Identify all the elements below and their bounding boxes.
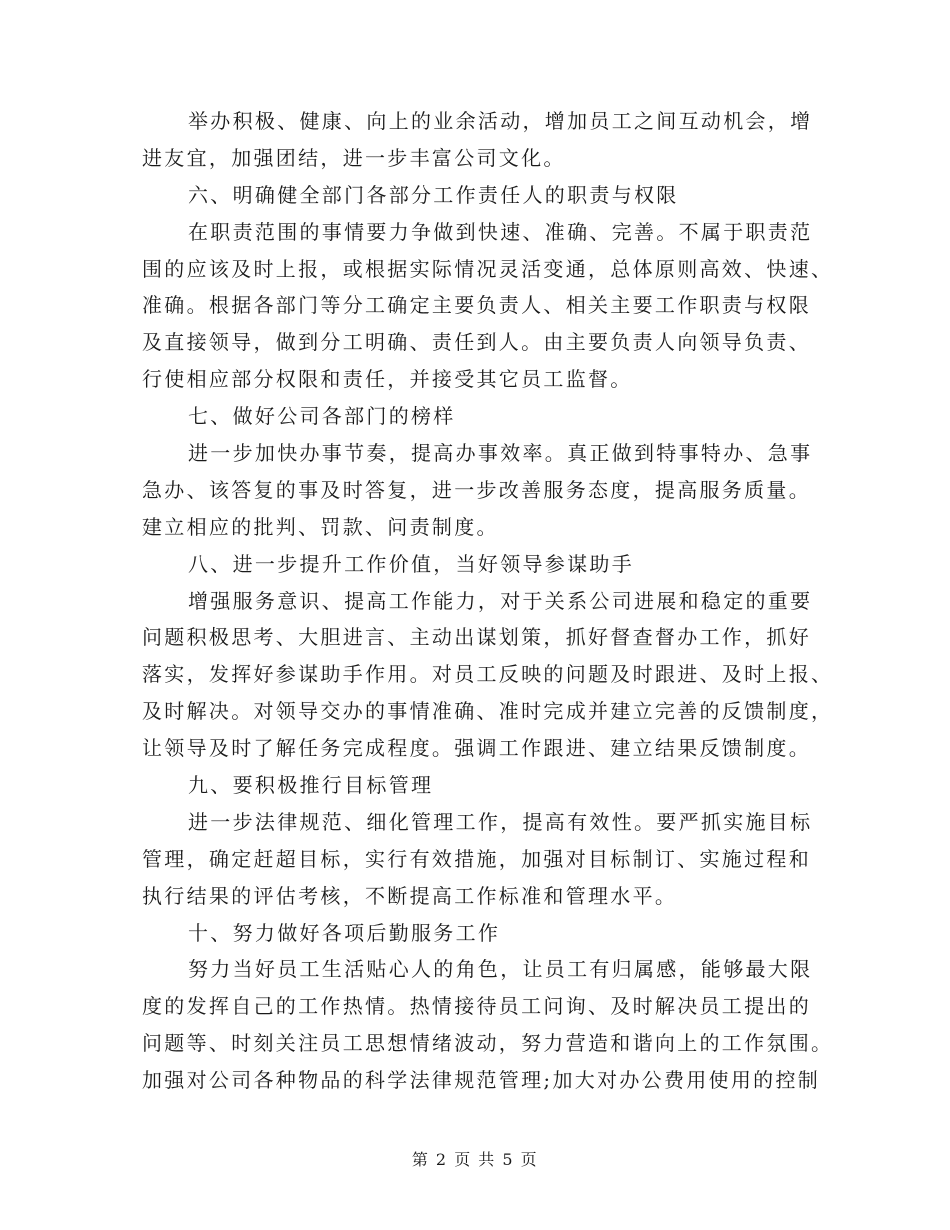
text-line: 问题积极思考、大胆进言、主动出谋划策，抓好督查督办工作，抓好 — [142, 625, 811, 650]
page-number-footer: 第 2 页 共 5 页 — [411, 1150, 539, 1169]
section-heading: 八、进一步提升工作价值，当好领导参谋助手 — [188, 551, 634, 576]
text-line: 及直接领导，做到分工明确、责任到人。由主要负责人向领导负责、 — [142, 330, 811, 355]
text-line: 进一步加快办事节奏，提高办事效率。真正做到特事特办、急事 — [188, 441, 813, 466]
text-line: 行使相应部分权限和责任，并接受其它员工监督。 — [142, 367, 633, 392]
document-body — [142, 103, 834, 1099]
section-heading: 六、明确健全部门各部分工作责任人的职责与权限 — [188, 182, 679, 207]
text-line: 加强对公司各种物品的科学法律规范管理;加大对办公费用使用的控制 — [142, 1068, 821, 1093]
text-line: 进友宜，加强团结，进一步丰富公司文化。 — [142, 145, 566, 170]
text-line: 让领导及时了解任务完成程度。强调工作跟进、建立结果反馈制度。 — [142, 736, 811, 761]
text-line: 围的应该及时上报，或根据实际情况灵活变通，总体原则高效、快速、 — [142, 256, 834, 281]
text-line: 努力当好员工生活贴心人的角色，让员工有归属感，能够最大限 — [188, 957, 813, 982]
text-line: 进一步法律规范、细化管理工作，提高有效性。要严抓实施目标 — [188, 809, 813, 834]
text-line: 问题等、时刻关注员工思想情绪波动，努力营造和谐向上的工作氛围。 — [142, 1031, 834, 1056]
text-line: 执行结果的评估考核，不断提高工作标准和管理水平。 — [142, 883, 678, 908]
section-heading: 九、要积极推行目标管理 — [188, 773, 434, 798]
text-line: 增强服务意识、提高工作能力，对于关系公司进展和稳定的重要 — [188, 588, 813, 613]
text-line: 急办、该答复的事及时答复，进一步改善服务态度，提高服务质量。 — [142, 477, 811, 502]
text-line: 建立相应的批判、罚款、问责制度。 — [142, 514, 499, 539]
text-line: 度的发挥自己的工作热情。热情接待员工问询、及时解决员工提出的 — [142, 994, 811, 1019]
section-heading: 七、做好公司各部门的榜样 — [188, 404, 456, 429]
text-line: 管理，确定赶超目标，实行有效措施，加强对目标制订、实施过程和 — [142, 846, 811, 871]
text-line: 举办积极、健康、向上的业余活动，增加员工之间互动机会，增 — [188, 109, 813, 133]
text-line: 落实，发挥好参谋助手作用。对员工反映的问题及时跟进、及时上报、 — [142, 662, 834, 687]
section-heading: 十、努力做好各项后勤服务工作 — [188, 920, 501, 945]
text-line: 在职责范围的事情要力争做到快速、准确、完善。不属于职责范 — [188, 219, 813, 244]
text-line: 及时解决。对领导交办的事情准确、准时完成并建立完善的反馈制度， — [142, 699, 834, 724]
text-line: 准确。根据各部门等分工确定主要负责人、相关主要工作职责与权限 — [142, 293, 811, 318]
